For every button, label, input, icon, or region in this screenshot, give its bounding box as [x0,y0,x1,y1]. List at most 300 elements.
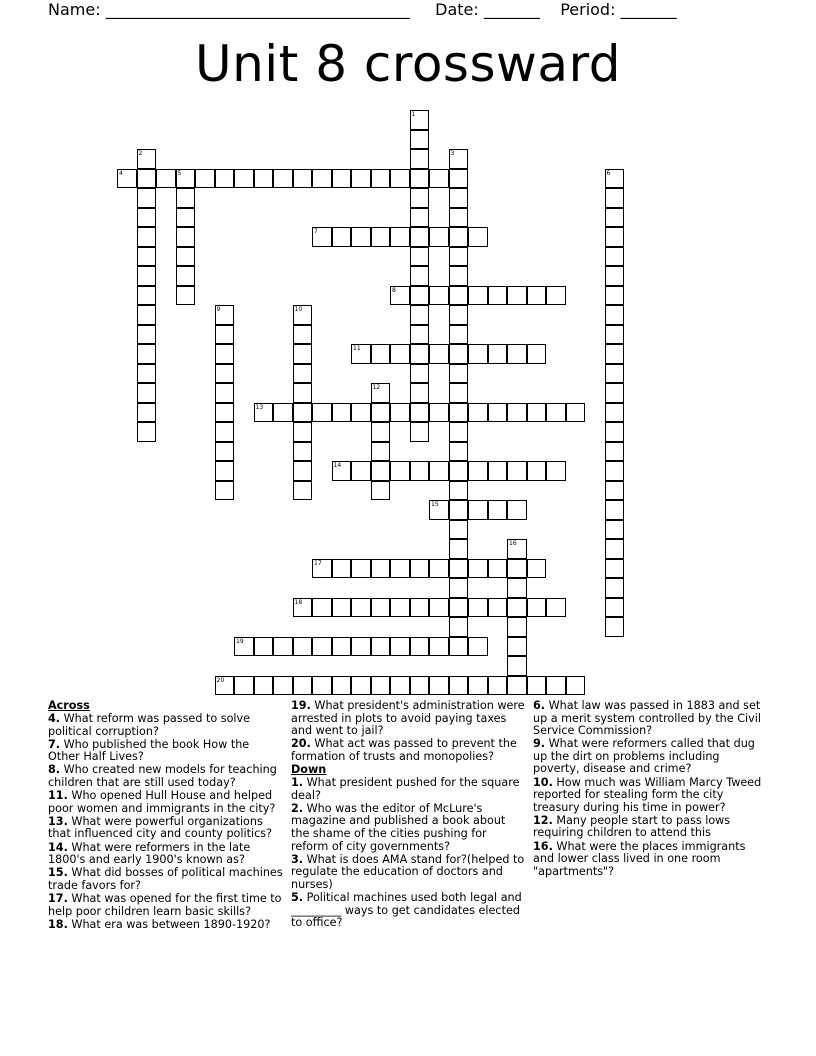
crossword-cell[interactable] [332,637,352,657]
cell-number: 1 [411,111,416,118]
crossword-cell[interactable] [449,286,469,306]
cell-number: 9 [216,306,221,313]
crossword-cell[interactable] [605,578,625,598]
crossword-cell[interactable] [605,383,625,403]
crossword-cell[interactable] [312,598,332,618]
crossword-cell[interactable] [293,461,313,481]
crossword-cell[interactable] [429,227,449,247]
crossword-cell[interactable] [527,344,547,364]
crossword-cell[interactable] [234,676,254,696]
crossword-cell[interactable] [371,403,391,423]
cell-number: 11 [353,345,361,352]
crossword-cell[interactable] [351,227,371,247]
crossword-cell[interactable] [488,286,508,306]
crossword-cell[interactable] [390,227,410,247]
crossword-cell[interactable] [449,383,469,403]
crossword-cell[interactable] [527,461,547,481]
crossword-cell[interactable] [351,169,371,189]
crossword-cell[interactable] [605,305,625,325]
crossword-cell[interactable] [351,344,371,364]
clue-text: What is does AMA stand for?(helped to regulate the education of doctors and nurses) [291,852,525,891]
crossword-cell[interactable] [429,637,449,657]
clue-text: How much was William Marcy Tweed reported for stealing form the city treasury during his time in power? [533,775,762,814]
crossword-cell[interactable] [410,110,430,130]
crossword-cell[interactable] [468,461,488,481]
crossword-cell[interactable] [449,364,469,384]
crossword-cell[interactable] [527,286,547,306]
crossword-cell[interactable] [605,539,625,559]
clue-text: What president pushed for the square deal? [291,776,520,802]
crossword-cell[interactable] [371,442,391,462]
crossword-cell[interactable] [468,286,488,306]
crossword-cell[interactable] [351,461,371,481]
crossword-cell[interactable] [390,637,410,657]
crossword-cell[interactable] [215,325,235,345]
crossword-cell[interactable] [293,169,313,189]
crossword-cell[interactable] [312,227,332,247]
crossword-cell[interactable] [371,676,391,696]
crossword-cell[interactable] [137,364,157,384]
clue-text: Political machines used both legal and _________ ways to get candidates elected to office? [291,890,522,930]
crossword-cell[interactable] [605,227,625,247]
clue-text: Who published the book How the Other Half Lives? [48,737,250,764]
clue [48,816,284,841]
clue [291,803,527,853]
crossword-cell[interactable] [137,169,157,189]
crossword-cell[interactable] [507,676,527,696]
crossword-cell[interactable] [312,637,332,657]
crossword-cell[interactable] [176,227,196,247]
crossword-cell[interactable] [527,676,547,696]
crossword-cell[interactable] [293,403,313,423]
crossword-cell[interactable] [332,461,352,481]
crossword-cell[interactable] [371,422,391,442]
clue-text: What was opened for the first time to help poor children learn basic skills? [48,891,282,918]
clue-text: What law was passed in 1883 and set up a merit system controlled by the Civil Service Commission? [533,699,761,738]
crossword-cell[interactable] [390,403,410,423]
crossword-cell[interactable] [371,559,391,579]
clue [533,777,769,815]
cell-number: 6 [606,169,611,177]
cell-number: 20 [216,676,225,684]
clue [291,854,527,892]
crossword-cell[interactable] [429,598,449,618]
crossword-cell[interactable] [468,598,488,618]
clue [48,842,284,867]
crossword-cell[interactable] [605,169,625,189]
crossword-cell[interactable] [215,676,235,696]
crossword-cell[interactable] [332,403,352,423]
crossword-cell[interactable] [137,266,157,286]
crossword-cell[interactable] [605,403,625,423]
crossword-cell[interactable] [429,676,449,696]
across-clues-part-1 [48,713,284,931]
crossword-cell[interactable] [546,403,566,423]
crossword-cell[interactable] [293,325,313,345]
crossword-cell[interactable] [215,383,235,403]
crossword-cell[interactable] [176,286,196,306]
clue-number: 19. [291,699,311,712]
crossword-cell[interactable] [429,461,449,481]
crossword-cell[interactable] [332,169,352,189]
crossword-cell[interactable] [605,598,625,618]
crossword-cell[interactable] [410,266,430,286]
crossword-cell[interactable] [293,442,313,462]
clue-number: 13. [48,814,68,828]
crossword-cell[interactable] [390,461,410,481]
clue [48,893,284,918]
clues-column-1 [48,700,284,932]
cell-number: 8 [392,286,396,294]
crossword-cell[interactable] [410,383,430,403]
crossword-cell[interactable] [605,617,625,637]
crossword-cell[interactable] [605,325,625,345]
crossword-cell[interactable] [410,227,430,247]
crossword-cell[interactable] [390,676,410,696]
crossword-cell[interactable] [449,188,469,208]
crossword-cell[interactable] [254,403,274,423]
crossword-cell[interactable] [449,149,469,169]
crossword-cell[interactable] [137,286,157,306]
crossword-cell[interactable] [488,344,508,364]
crossword-cell[interactable] [449,344,469,364]
crossword-cell[interactable] [507,461,527,481]
crossword-cell[interactable] [605,188,625,208]
crossword-cell[interactable] [273,403,293,423]
crossword-cell[interactable] [429,344,449,364]
crossword-cell[interactable] [429,500,449,520]
clue-number: 9. [533,737,546,751]
clue-number: 6. [533,699,546,712]
clue [533,815,769,840]
crossword-cell[interactable] [410,598,430,618]
crossword-cell[interactable] [410,149,430,169]
crossword-cell[interactable] [410,637,430,657]
crossword-cell[interactable] [137,208,157,228]
clue-text: What were reformers in the late 1800's and early 1900's known as? [48,840,251,867]
crossword-cell[interactable] [449,227,469,247]
crossword-cell[interactable] [234,637,254,657]
crossword-cell[interactable] [215,305,235,325]
crossword-cell[interactable] [390,598,410,618]
across-clues-part-2 [291,700,527,763]
crossword-cell[interactable] [351,637,371,657]
cell-number: 10 [294,306,303,313]
crossword-cell[interactable] [273,676,293,696]
crossword-cell[interactable] [332,598,352,618]
crossword-cell[interactable] [507,500,527,520]
crossword-cell[interactable] [507,656,527,676]
crossword-cell[interactable] [605,247,625,267]
crossword-cell[interactable] [371,344,391,364]
down-clues-part-1 [291,777,527,930]
clue-number: 11. [48,789,68,803]
crossword-cell[interactable] [332,559,352,579]
crossword-cell[interactable] [371,383,391,403]
crossword-cell[interactable] [215,364,235,384]
crossword-cell[interactable] [254,676,274,696]
crossword-cell[interactable] [449,578,469,598]
crossword-cell[interactable] [449,422,469,442]
crossword-cell[interactable] [312,676,332,696]
crossword-cell[interactable] [293,383,313,403]
crossword-cell[interactable] [137,325,157,345]
clue [48,739,284,764]
date-label: Date: [435,0,484,19]
crossword-cell[interactable] [449,676,469,696]
crossword-cell[interactable] [312,559,332,579]
crossword-cell[interactable] [215,169,235,189]
crossword-cell[interactable] [449,617,469,637]
crossword-cell[interactable] [507,578,527,598]
crossword-cell[interactable] [351,676,371,696]
crossword-cell[interactable] [410,325,430,345]
crossword-cell[interactable] [507,637,527,657]
crossword-cell[interactable] [371,481,391,501]
crossword-cell[interactable] [312,169,332,189]
clue-text: What era was between 1890-1920? [67,917,271,931]
crossword-cell[interactable] [293,481,313,501]
crossword-cell[interactable] [468,344,488,364]
crossword-cell[interactable] [429,169,449,189]
crossword-cell[interactable] [507,598,527,618]
crossword-cell[interactable] [449,598,469,618]
crossword-cell[interactable] [488,598,508,618]
crossword-cell[interactable] [410,305,430,325]
crossword-cell[interactable] [507,344,527,364]
crossword-cell[interactable] [468,637,488,657]
crossword-cell[interactable] [351,403,371,423]
crossword-cell[interactable] [273,637,293,657]
crossword-cell[interactable] [449,169,469,189]
clue-number: 8. [48,763,61,777]
crossword-cell[interactable] [176,169,196,189]
crossword-cell[interactable] [390,169,410,189]
crossword-cell[interactable] [449,403,469,423]
clue [291,777,527,802]
crossword-cell[interactable] [605,520,625,540]
cell-number: 19 [236,637,244,645]
crossword-cell[interactable] [449,305,469,325]
clue [48,919,284,932]
clue-number: 4. [48,712,61,726]
down-heading: Down [291,762,327,776]
crossword-cell[interactable] [507,617,527,637]
date-blank[interactable]: _______ [483,0,540,19]
crossword-cell[interactable] [410,461,430,481]
crossword-cell[interactable] [605,422,625,442]
crossword-cell[interactable] [137,247,157,267]
crossword-cell[interactable] [293,422,313,442]
crossword-cell[interactable] [410,559,430,579]
clue-number: 15. [48,866,68,880]
crossword-cell[interactable] [468,403,488,423]
crossword-cell[interactable] [254,637,274,657]
crossword-cell[interactable] [488,559,508,579]
crossword-cell[interactable] [605,364,625,384]
crossword-cell[interactable] [410,364,430,384]
cell-number: 12 [372,384,381,391]
clue-text: Who opened Hull House and helped poor women and immigrants in the city? [48,789,276,815]
clue-text: What were the places immigrants and lower class lived in one room "apartments"? [533,839,746,878]
crossword-cell[interactable] [468,559,488,579]
crossword-cell[interactable] [527,559,547,579]
crossword-cell[interactable] [449,247,469,267]
crossword-cell[interactable] [390,286,410,306]
crossword-cell[interactable] [449,208,469,228]
clue-number: 20. [291,737,311,751]
crossword-cell[interactable] [312,403,332,423]
crossword-cell[interactable] [605,208,625,228]
crossword-cell[interactable] [137,149,157,169]
crossword-cell[interactable] [137,227,157,247]
crossword-cell[interactable] [527,598,547,618]
crossword-cell[interactable] [215,481,235,501]
crossword-cell[interactable] [410,247,430,267]
crossword-cell[interactable] [468,676,488,696]
crossword-cell[interactable] [605,344,625,364]
crossword-cell[interactable] [351,598,371,618]
crossword-cell[interactable] [488,461,508,481]
clue [533,700,769,738]
crossword-cell[interactable] [215,461,235,481]
crossword-cell[interactable] [410,169,430,189]
crossword-cell[interactable] [449,442,469,462]
period-blank[interactable]: _______ [620,0,677,19]
crossword-cell[interactable] [468,500,488,520]
crossword-cell[interactable] [293,598,313,618]
crossword-cell[interactable] [176,247,196,267]
crossword-cell[interactable] [332,676,352,696]
crossword-cell[interactable] [488,403,508,423]
clue-text: What act was passed to prevent the formation of trusts and monopolies? [291,737,517,763]
crossword-cell[interactable] [371,598,391,618]
crossword-cell[interactable] [410,208,430,228]
crossword-cell[interactable] [176,266,196,286]
crossword-cell[interactable] [293,305,313,325]
crossword-cell[interactable] [234,169,254,189]
crossword-cell[interactable] [488,676,508,696]
crossword-cell[interactable] [449,520,469,540]
crossword-cell[interactable] [605,461,625,481]
cell-number: 15 [431,501,439,508]
crossword-cell[interactable] [371,461,391,481]
crossword-cell[interactable] [137,403,157,423]
crossword-cell[interactable] [546,286,566,306]
crossword-cell[interactable] [371,169,391,189]
crossword-cell[interactable] [371,637,391,657]
crossword-cell[interactable] [605,286,625,306]
crossword-cell[interactable] [449,539,469,559]
crossword-cell[interactable] [351,559,371,579]
crossword-cell[interactable] [410,344,430,364]
cell-number: 17 [314,559,322,567]
crossword-cell[interactable] [410,676,430,696]
crossword-cell[interactable] [254,169,274,189]
clue-text: What were powerful organizations that influenced city and county politics? [48,814,273,841]
crossword-cell[interactable] [449,325,469,345]
crossword-cell[interactable] [390,344,410,364]
crossword-cell[interactable] [507,539,527,559]
crossword-cell[interactable] [195,169,215,189]
name-blank[interactable]: ______________________________________ [105,0,410,19]
crossword-cell[interactable] [293,364,313,384]
crossword-cell[interactable] [215,344,235,364]
crossword-cell[interactable] [137,422,157,442]
crossword-cell[interactable] [605,266,625,286]
crossword-cell[interactable] [410,130,430,150]
crossword-cell[interactable] [293,637,313,657]
clue [533,841,769,879]
crossword-cell[interactable] [468,227,488,247]
crossword-cell[interactable] [215,403,235,423]
crossword-cell[interactable] [273,169,293,189]
crossword-cell[interactable] [215,422,235,442]
crossword-cell[interactable] [332,227,352,247]
crossword-cell[interactable] [176,208,196,228]
crossword-cell[interactable] [527,403,547,423]
crossword-cell[interactable] [449,266,469,286]
crossword-cell[interactable] [605,500,625,520]
crossword-cell[interactable] [410,286,430,306]
crossword-cell[interactable] [507,403,527,423]
crossword-cell[interactable] [410,188,430,208]
crossword-cell[interactable] [390,559,410,579]
crossword-cell[interactable] [546,676,566,696]
crossword-cell[interactable] [507,559,527,579]
crossword-cell[interactable] [566,403,586,423]
clues-column-2 [291,700,527,930]
cell-number: 13 [255,403,264,411]
crossword-cell[interactable] [117,169,137,189]
crossword-cell[interactable] [449,481,469,501]
clue-number: 18. [48,917,68,931]
crossword-cell[interactable] [449,637,469,657]
crossword-cell[interactable] [507,286,527,306]
crossword-cell[interactable] [137,188,157,208]
crossword-cell[interactable] [449,461,469,481]
clue [48,867,284,892]
crossword-cell[interactable] [449,500,469,520]
crossword-cell[interactable] [410,422,430,442]
crossword-cell[interactable] [410,403,430,423]
clue-text: Who created new models for teaching children that are still used today? [48,763,277,790]
crossword-cell[interactable] [566,676,586,696]
crossword-cell[interactable] [429,286,449,306]
crossword-cell[interactable] [137,305,157,325]
crossword-cell[interactable] [546,461,566,481]
crossword-cell[interactable] [293,344,313,364]
crossword-cell[interactable] [137,344,157,364]
clue [533,738,769,776]
crossword-cell[interactable] [371,227,391,247]
cell-number: 14 [333,462,342,469]
crossword-cell[interactable] [546,598,566,618]
crossword-cell[interactable] [605,481,625,501]
crossword-cell[interactable] [156,169,176,189]
crossword-cell[interactable] [605,442,625,462]
crossword-cell[interactable] [137,383,157,403]
crossword-cell[interactable] [429,559,449,579]
crossword-cell[interactable] [488,500,508,520]
crossword-cell[interactable] [449,559,469,579]
crossword-cell[interactable] [293,676,313,696]
crossword-cell[interactable] [176,188,196,208]
crossword-cell[interactable] [429,403,449,423]
clues-column-3 [533,700,769,879]
crossword-cell[interactable] [605,559,625,579]
crossword-cell[interactable] [215,442,235,462]
